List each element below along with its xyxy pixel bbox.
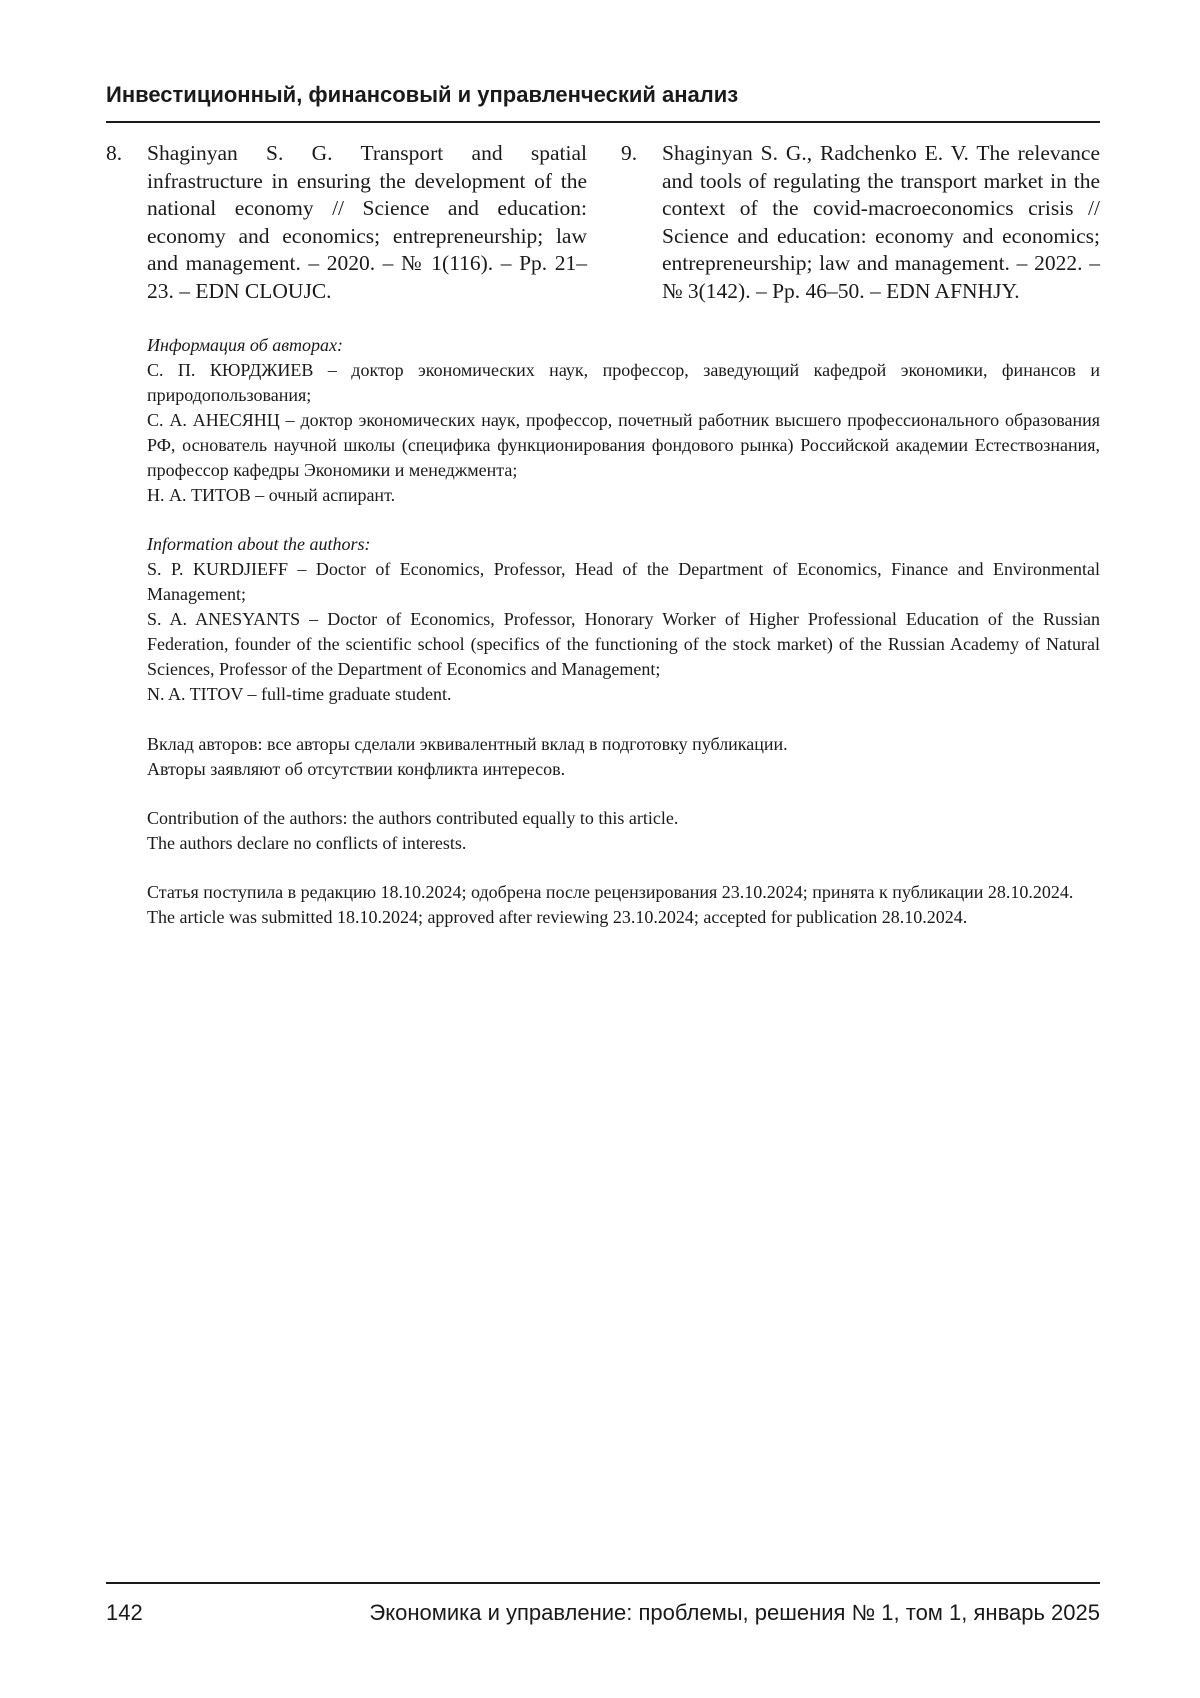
contribution-text: Contribution of the authors: the authors contributed equally to this article. xyxy=(147,808,679,828)
dates-ru: Статья поступила в редакцию 18.10.2024; одобрена после рецензирования 23.10.2024; принята к публикации 28.10.2024. xyxy=(147,882,1074,902)
journal-footer: Экономика и управление: проблемы, решения № 1, том 1, январь 2025 xyxy=(369,1600,1100,1625)
author-entry: S. A. ANESYANTS – Doctor of Economics, Professor, Honorary Worker of Higher Professional Education of the Russian Federation, founder of the scientific school (specifics of the functioning of the stock market) of the Russian Academy of Natural Sciences, Professor of the Department of Economics and Management; xyxy=(147,609,1100,679)
dates-en: The article was submitted 18.10.2024; approved after reviewing 23.10.2024; accepted for publication 28.10.2024. xyxy=(147,907,968,927)
reference-item xyxy=(106,140,587,306)
authors-info-heading: Информация об авторах: xyxy=(147,335,344,355)
footer-divider xyxy=(106,1582,1100,1584)
conflict-statement: Авторы заявляют об отсутствии конфликта интересов. xyxy=(147,759,566,779)
authors-info-ru xyxy=(147,333,1100,508)
contribution-ru xyxy=(147,732,1100,782)
running-header: Инвестиционный, финансовый и управленческий анализ xyxy=(106,82,739,107)
page-number: 142 xyxy=(106,1600,143,1625)
reference-item xyxy=(621,140,1100,306)
author-entry: С. П. КЮРДЖИЕВ – доктор экономических наук, профессор, заведующий кафедрой экономики, финансов и природопользования; xyxy=(147,360,1100,405)
author-entry: С. А. АНЕСЯНЦ – доктор экономических наук, профессор, почетный работник высшего профессионального образования РФ, основатель научной школы (специфика функционирования фондового рынка) Российской академии Естествознания, профессор кафедры Экономики и менеджмента; xyxy=(147,410,1100,480)
conflict-statement: The authors declare no conflicts of interests. xyxy=(147,833,467,853)
contribution-en xyxy=(147,806,1100,856)
authors-info-heading: Information about the authors: xyxy=(147,534,371,554)
author-entry: N. A. TITOV – full-time graduate student. xyxy=(147,684,452,704)
author-entry: Н. А. ТИТОВ – очный аспирант. xyxy=(147,485,396,505)
article-dates xyxy=(147,880,1100,930)
contribution-text: Вклад авторов: все авторы сделали эквивалентный вклад в подготовку публикации. xyxy=(147,734,788,754)
reference-number: 9. xyxy=(621,141,638,165)
authors-info-en xyxy=(147,532,1100,707)
reference-text: Shaginyan S. G. Transport and spatial infrastructure in ensuring the development of the national economy // Science and education: economy and economics; entrepreneurship; law and management. – 2020. – № 1(116). – Pp. 21–23. – EDN CLOUJC. xyxy=(147,141,587,303)
reference-text: Shaginyan S. G., Radchenko E. V. The relevance and tools of regulating the transport market in the context of the covid-macroeconomics crisis // Science and education: economy and economics; entrepreneurship; law and management. – 2022. – № 3(142). – Pp. 46–50. – EDN AFNHJY. xyxy=(662,141,1100,303)
author-entry: S. P. KURDJIEFF – Doctor of Economics, Professor, Head of the Department of Economics, Finance and Environmental Management; xyxy=(147,559,1100,604)
reference-number: 8. xyxy=(106,141,123,165)
header-divider xyxy=(106,121,1100,123)
